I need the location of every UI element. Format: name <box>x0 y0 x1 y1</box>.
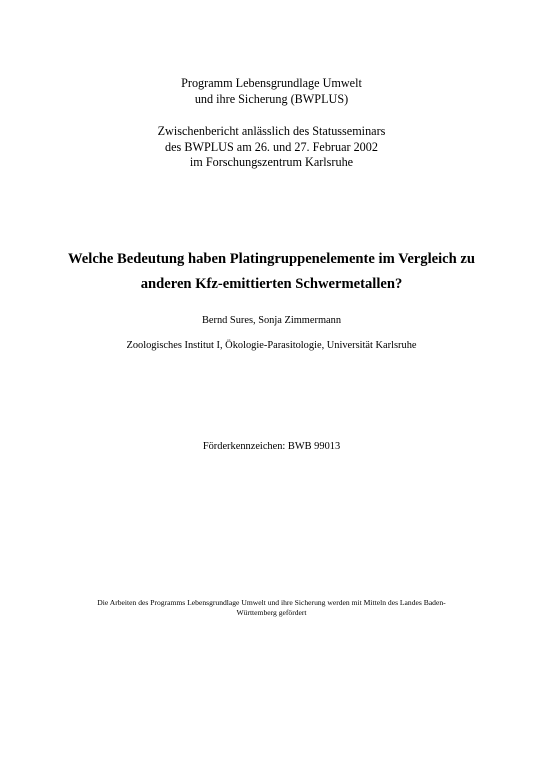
report-info <box>0 124 543 171</box>
funding-footnote <box>0 598 543 618</box>
document-title <box>0 247 543 297</box>
program-heading <box>0 76 543 107</box>
funding-footnote-line-1: Die Arbeiten des Programms Lebensgrundlage Umwelt und ihre Sicherung werden mit Mitteln des Landes Baden- <box>97 598 446 607</box>
authors-line: Bernd Sures, Sonja Zimmermann <box>201 315 342 326</box>
authors <box>0 314 543 328</box>
program-name-line-2: und ihre Sicherung (BWPLUS) <box>194 91 349 106</box>
funding-footnote-line-2: Württemberg gefördert <box>236 608 307 617</box>
affiliation-line: Zoologisches Institut I, Ökologie-Parasitologie, Universität Karlsruhe <box>126 340 417 351</box>
document-title-line-2: anderen Kfz-emittierten Schwermetallen? <box>140 276 403 292</box>
document-title-line-1: Welche Bedeutung haben Platingruppenelemente im Vergleich zu <box>68 251 475 267</box>
funding-reference <box>0 440 543 454</box>
report-info-line-3: im Forschungszentrum Karlsruhe <box>189 155 354 169</box>
report-info-line-1: Zwischenbericht anlässlich des Statusseminars <box>157 124 386 138</box>
program-name-line-1: Programm Lebensgrundlage Umwelt <box>181 76 362 90</box>
affiliation <box>0 339 543 353</box>
funding-reference-line: Förderkennzeichen: BWB 99013 <box>202 441 341 452</box>
report-info-line-2: des BWPLUS am 26. und 27. Februar 2002 <box>165 139 378 154</box>
